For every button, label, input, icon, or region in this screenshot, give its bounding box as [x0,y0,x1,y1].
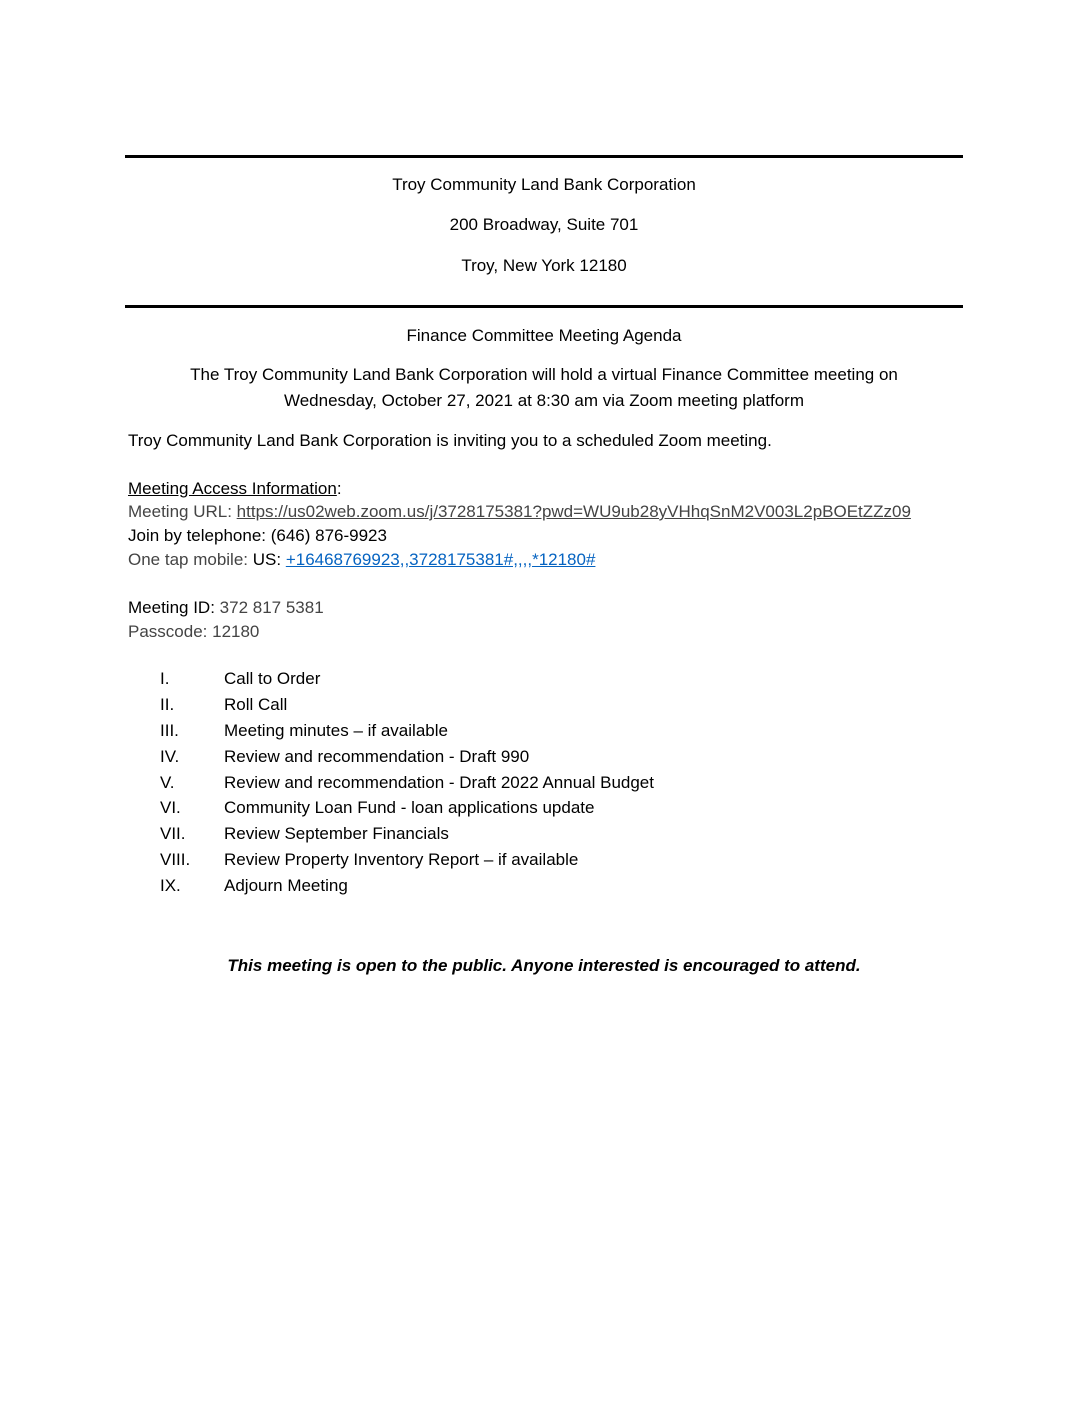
meeting-url-line [128,501,911,523]
bottom-divider [125,305,963,308]
agenda-item-text: Call to Order [224,669,321,688]
one-tap-line [128,549,595,571]
agenda-item-number: II. [160,694,175,714]
agenda-item-text: Adjourn Meeting [224,876,348,896]
announcement-line-1: The Troy Community Land Bank Corporation will hold a virtual Finance Committee meeting on [190,365,898,384]
agenda-item-text: Community Loan Fund - loan applications update [224,798,595,818]
invite-text: Troy Community Land Bank Corporation is inviting you to a scheduled Zoom meeting. [128,431,772,450]
agenda-item-number: I. [160,669,170,688]
phone-number: (646) 876-9923 [270,526,387,545]
agenda-item [160,694,860,720]
passcode-label: Passcode: [128,622,213,641]
agenda-item [160,797,860,823]
org-name: Troy Community Land Bank Corporation [392,175,696,194]
agenda-item-number: IX. [160,876,181,896]
agenda-item [160,746,860,772]
announcement-line-2: Wednesday, October 27, 2021 at 8:30 am via Zoom meeting platform [283,391,805,410]
access-heading-line [128,478,342,500]
agenda-item-number: V. [160,772,175,792]
meeting-id-line [128,597,324,619]
agenda-item [160,849,860,875]
top-divider [125,155,963,158]
agenda-item-text: Roll Call [224,694,288,714]
public-meeting-note: This meeting is open to the public. Anyone interested is encouraged to attend. [227,956,861,975]
agenda-title: Finance Committee Meeting Agenda [406,326,682,345]
access-heading: Meeting Access Information [128,479,337,498]
agenda-item [160,823,860,849]
agenda-item [160,875,860,901]
meeting-id-value: 372 817 5381 [219,598,324,617]
agenda-item-number: VII. [160,824,186,844]
phone-label: Join by telephone: [128,526,271,545]
agenda-item-text: Review and recommendation - Draft 990 [224,746,530,766]
phone-line [128,525,387,547]
address-line-2: Troy, New York 12180 [461,256,627,275]
agenda-item-number: VIII. [160,850,191,870]
address-line-1: 200 Broadway, Suite 701 [449,215,639,234]
one-tap-label: One tap mobile: [128,550,253,569]
agenda-item-text: Review Property Inventory Report – if available [224,850,579,870]
meeting-url-link[interactable]: https://us02web.zoom.us/j/3728175381?pwd=WU9ub28yVHhqSnM2V003L2pBOEtZZz09 [236,502,911,521]
one-tap-link[interactable]: +16468769923,,3728175381#,,,,*12180# [285,550,596,569]
agenda-item-text: Review and recommendation - Draft 2022 Annual Budget [224,772,654,792]
agenda-item-number: VI. [160,798,181,818]
agenda-item [160,668,860,694]
meeting-url-label: Meeting URL: [128,502,237,521]
agenda-item [160,720,860,746]
agenda-item-text: Review September Financials [224,824,449,844]
agenda-list [160,668,860,901]
agenda-item [160,772,860,798]
agenda-item-number: III. [160,720,179,740]
one-tap-prefix: US: [252,550,286,569]
meeting-id-label: Meeting ID: [128,598,220,617]
access-heading-colon: : [336,479,342,498]
agenda-item-text: Meeting minutes – if available [224,720,448,740]
passcode-value: 12180 [212,622,260,641]
agenda-item-number: IV. [160,746,180,766]
passcode-line [128,621,259,643]
